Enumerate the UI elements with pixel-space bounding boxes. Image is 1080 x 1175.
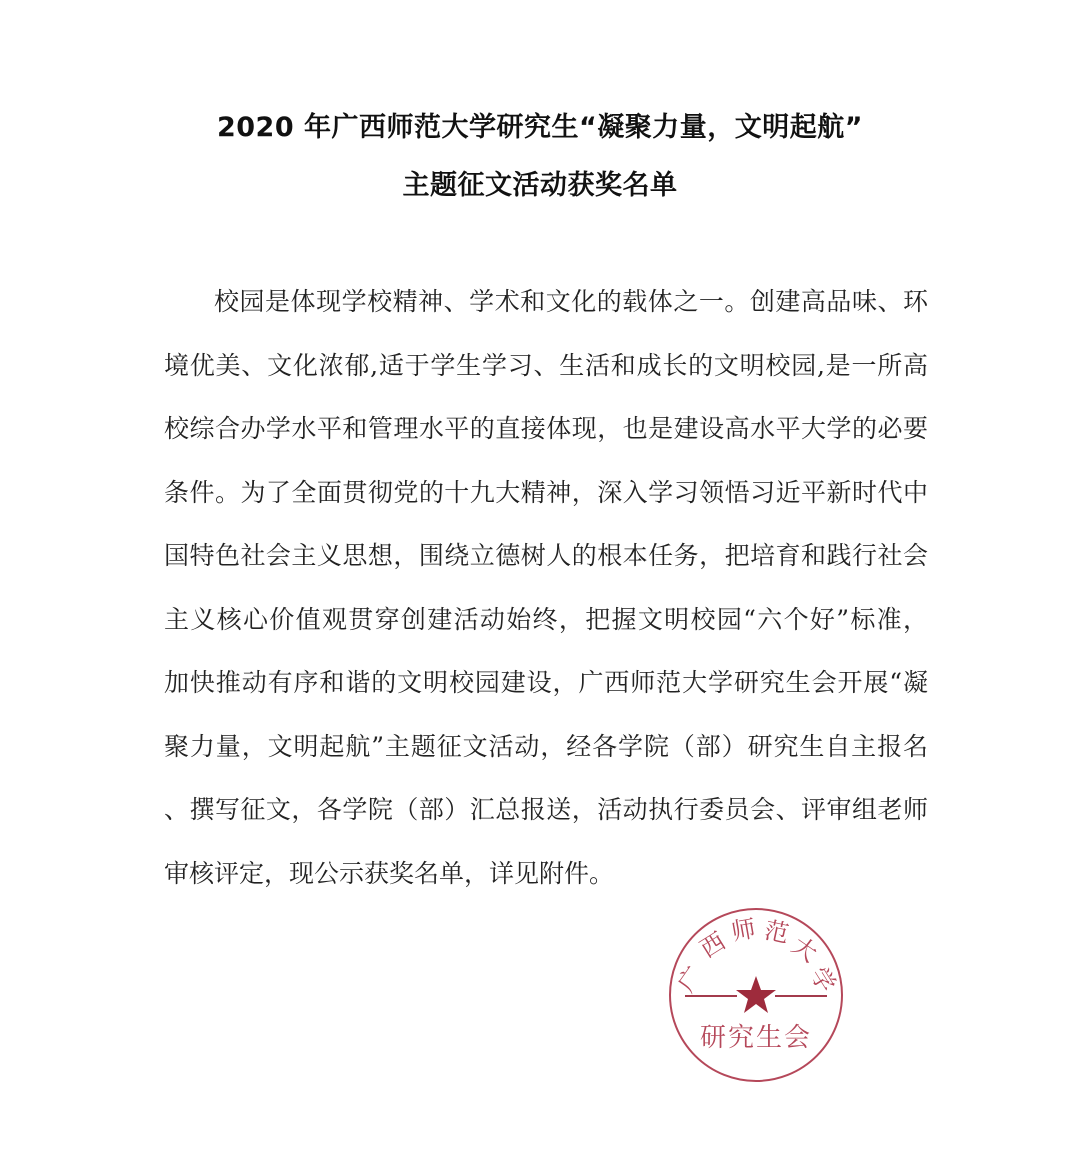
seal-arc-char: 广 [672, 961, 709, 998]
body-line: 校综合办学水平和管理水平的直接体现，也是建设高水平大学的必要 [164, 414, 928, 443]
body-line: 聚力量，文明起航”主题征文活动，经各学院（部）研究生自主报名 [164, 731, 928, 761]
body-line: 国特色社会主义思想，围绕立德树人的根本任务，把培育和践行社会 [164, 541, 928, 570]
star-icon [736, 976, 776, 1013]
document-body [164, 270, 928, 905]
body-line: 校园是体现学校精神、学术和文化的载体之一。创建高品味、环 [214, 287, 928, 316]
document-title [0, 108, 1080, 206]
seal-arc-char: 西 [695, 926, 731, 964]
body-line: 条件。为了全面贯彻党的十九大精神，深入学习领悟习近平新时代中 [164, 477, 928, 507]
official-seal [667, 906, 845, 1084]
body-line: 、撰写征文，各学院（部）汇总报送，活动执行委员会、评审组老师 [164, 795, 928, 824]
seal-arc-char: 师 [729, 914, 758, 946]
body-line: 加快推动有序和谐的文明校园建设，广西师范大学研究生会开展“凝 [164, 668, 928, 697]
seal-arc-char: 大 [786, 931, 823, 968]
title-line-2: 主题征文活动获奖名单 [402, 170, 678, 201]
seal-bottom-text: 研究生会 [699, 1023, 813, 1053]
title-line-1: 2020 年广西师范大学研究生“凝聚力量，文明起航” [216, 112, 864, 143]
body-line: 境优美、文化浓郁,适于学生学习、生活和成长的文明校园,是一所高 [164, 350, 928, 380]
seal-arc-char: 学 [804, 962, 842, 998]
body-line: 审核评定，现公示获奖名单，详见附件。 [164, 858, 615, 888]
seal-arc-char: 范 [762, 915, 792, 949]
body-line: 主义核心价值观贯穿创建活动始终，把握文明校园“六个好”标准， [164, 604, 928, 634]
